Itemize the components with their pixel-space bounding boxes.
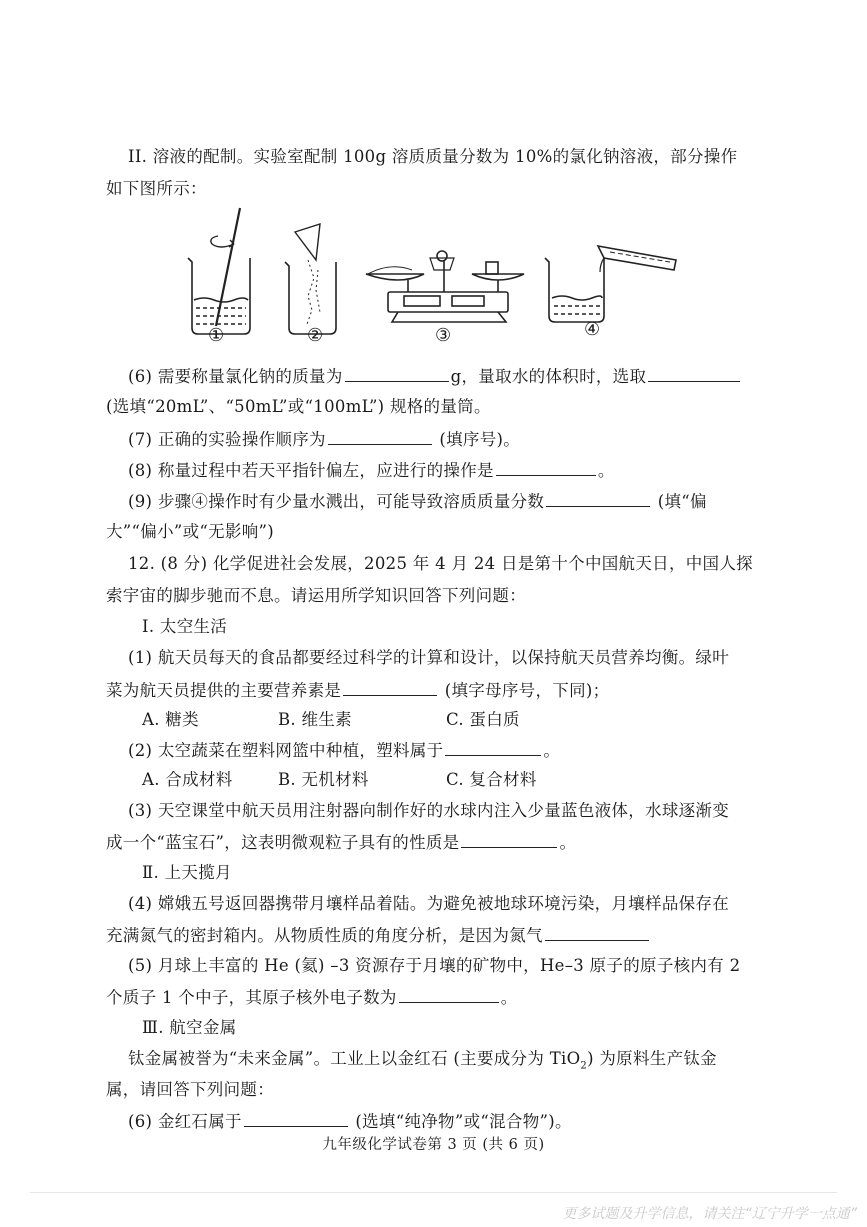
- intro-line-1: II. 溶液的配制。实验室配制 100g 溶质质量分数为 10%的氯化钠溶液，部分操作: [128, 147, 738, 166]
- section-1-q3-line-2: 成一个“蓝宝石”，这表明微观粒子具有的性质是 。: [106, 833, 577, 852]
- section-3-q6: (6) 金红石属于 (选填“纯净物”或“混合物”)。: [128, 1112, 572, 1131]
- intro-line-2: 如下图所示：: [106, 179, 207, 198]
- section-2-q4-line-1: (4) 嫦娥五号返回器携带月壤样品着陆。为避免被地球环境污染，月壤样品保存在: [128, 894, 730, 913]
- page-footer: 九年级化学试卷第 3 页 (共 6 页): [322, 1137, 545, 1153]
- figure-label-3: ③: [435, 325, 452, 346]
- question-7: (7) 正确的实验操作顺序为 (填序号)。: [128, 430, 521, 449]
- beaker-stirring-icon: [188, 208, 250, 334]
- balance-scale-icon: [366, 251, 524, 322]
- question-9-line-1: (9) 步骤④操作时有少量水溅出，可能导致溶质质量分数 (填“偏: [128, 492, 707, 511]
- figure-label-1: ①: [208, 325, 225, 346]
- answer-blank: [244, 1110, 348, 1127]
- answer-blank: [648, 365, 740, 382]
- section-2-q5-line-2: 个质子 1 个中子，其原子核外电子数为 。: [106, 988, 518, 1007]
- section-1-q1-options: [142, 709, 520, 731]
- section-1-q3-line-1: (3) 天空课堂中航天员用注射器向制作好的水球内注入少量蓝色液体，水球逐渐变: [128, 801, 730, 820]
- option-b: B. 无机材料: [278, 770, 369, 789]
- question-12-line-1: 12. (8 分) 化学促进社会发展，2025 年 4 月 24 日是第十个中国航天日，中国人探: [128, 554, 753, 573]
- footer-divider: [30, 1192, 837, 1193]
- answer-blank: [328, 428, 432, 445]
- lab-operations-figure: [180, 200, 690, 350]
- section-1-q1-line-1: (1) 航天员每天的食品都要经过科学的计算和设计，以保持航天员营养均衡。绿叶: [128, 648, 730, 667]
- option-c: C. 蛋白质: [446, 710, 520, 729]
- answer-blank: [343, 679, 437, 696]
- question-12-line-2: 索宇宙的脚步驰而不息。请运用所学知识回答下列问题：: [106, 586, 526, 605]
- answer-blank: [345, 365, 449, 382]
- question-9-line-2: 大”“偏小”或“无影响”): [106, 522, 275, 541]
- section-3-heading: Ⅲ. 航空金属: [142, 1018, 237, 1037]
- beaker-pouring-water-icon: [545, 246, 676, 322]
- option-c: C. 复合材料: [446, 770, 537, 789]
- section-3-intro-line-2: 属，请回答下列问题：: [106, 1080, 274, 1099]
- option-b: B. 维生素: [278, 710, 352, 729]
- answer-blank: [445, 739, 541, 756]
- section-1-heading: Ⅰ. 太空生活: [142, 617, 228, 636]
- answer-blank: [461, 831, 557, 848]
- section-1-q2: (2) 太空蔬菜在塑料网篮中种植，塑料属于 。: [128, 741, 561, 760]
- section-2-q4-line-2: 充满氮气的密封箱内。从物质性质的角度分析，是因为氮气: [106, 924, 651, 947]
- figure-label-2: ②: [307, 325, 324, 346]
- question-6-line-1: (6) 需要称量氯化钠的质量为 g，量取水的体积时，选取: [128, 365, 742, 388]
- question-6-line-2: (选填“20mL”、“50mL”或“100mL”) 规格的量筒。: [106, 397, 491, 416]
- section-1-q2-options: [142, 769, 537, 791]
- section-2-q5-line-1: (5) 月球上丰富的 He (氦) –3 资源存于月壤的矿物中，He–3 原子的原子核内有 2: [128, 956, 741, 975]
- answer-blank: [496, 459, 596, 476]
- answer-blank: [545, 924, 649, 941]
- section-3-intro-line-1: 钛金属被誉为“未来金属”。工业上以金红石 (主要成分为 TiO$_2$) 为原料生产钛金: [128, 1049, 717, 1072]
- beaker-pouring-solid-icon: [285, 224, 336, 334]
- watermark-text: 更多试题及升学信息，请关注“辽宁升学一点通”: [562, 1206, 857, 1222]
- section-2-heading: Ⅱ. 上天揽月: [142, 863, 232, 882]
- answer-blank: [399, 986, 499, 1003]
- option-a: A. 合成材料: [142, 770, 233, 789]
- answer-blank: [546, 490, 650, 507]
- figure-label-4: ④: [584, 319, 601, 340]
- section-1-q1-line-2: 菜为航天员提供的主要营养素是 (填字母序号，下同)；: [106, 681, 610, 700]
- question-8: (8) 称量过程中若天平指针偏左，应进行的操作是 。: [128, 461, 615, 480]
- option-a: A. 糖类: [142, 710, 199, 729]
